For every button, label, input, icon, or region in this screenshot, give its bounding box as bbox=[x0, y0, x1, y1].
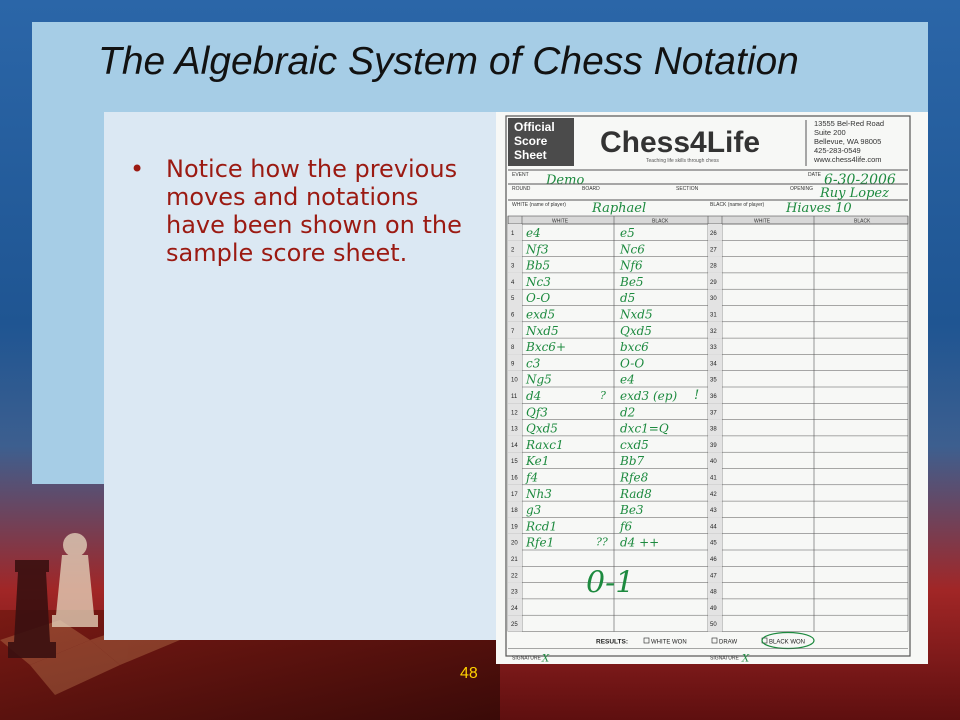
black-col-header-2: BLACK bbox=[854, 218, 871, 225]
event-label: EVENT bbox=[512, 172, 529, 178]
move-number: 18 bbox=[511, 508, 518, 515]
white-move: Raxc1 bbox=[526, 437, 564, 452]
black-move: Bb7 bbox=[620, 454, 645, 469]
white-move: Ke1 bbox=[526, 454, 550, 469]
white-move: Nh3 bbox=[526, 486, 552, 501]
signature-label: SIGNATURE bbox=[512, 655, 541, 662]
move-number: 16 bbox=[511, 475, 518, 482]
signature-label: SIGNATURE bbox=[710, 655, 739, 662]
round-label: ROUND bbox=[512, 186, 531, 192]
signature-mark: X bbox=[542, 653, 550, 664]
move-number: 28 bbox=[710, 263, 717, 270]
date-value: 6-30-2006 bbox=[824, 172, 896, 188]
white-move: Rcd1 bbox=[526, 519, 558, 534]
white-col-header: WHITE bbox=[552, 218, 569, 225]
white-move: Ng5 bbox=[526, 372, 552, 387]
move-number: 5 bbox=[511, 296, 515, 303]
black-move: e4 bbox=[620, 372, 635, 387]
black-move: Nxd5 bbox=[620, 307, 653, 322]
move-number: 36 bbox=[710, 394, 717, 400]
opening-value: Ruy Lopez bbox=[820, 186, 889, 201]
section-label: SECTION bbox=[676, 186, 699, 192]
move-number: 47 bbox=[710, 573, 717, 580]
black-move: O-O bbox=[620, 356, 645, 371]
bullet-text: Notice how the previous moves and notations have been shown on the sample score sheet. bbox=[166, 155, 462, 267]
move-number: 46 bbox=[710, 557, 717, 563]
move-number: 11 bbox=[511, 394, 518, 400]
black-move: e5 bbox=[620, 226, 635, 240]
move-number: 13 bbox=[511, 426, 518, 433]
move-number: 33 bbox=[710, 345, 717, 352]
move-number: 45 bbox=[710, 540, 717, 547]
move-number: 49 bbox=[710, 605, 717, 612]
chess4life-logo: Chess4Life bbox=[600, 126, 761, 159]
score-sheet-image bbox=[496, 112, 928, 664]
move-number: 8 bbox=[511, 345, 515, 352]
black-move: Nf6 bbox=[620, 258, 643, 273]
annotation-exclaim: ! bbox=[694, 388, 700, 403]
white-move: Rfe1 bbox=[526, 535, 555, 550]
opening-label: OPENING bbox=[790, 186, 814, 192]
move-number: 4 bbox=[511, 279, 515, 286]
result-checkbox bbox=[712, 638, 717, 643]
move-number: 7 bbox=[511, 328, 515, 335]
white-move: d4 bbox=[526, 389, 542, 403]
white-move: Nf3 bbox=[526, 242, 549, 257]
white-move: g3 bbox=[526, 503, 542, 518]
move-number: 24 bbox=[511, 605, 518, 612]
white-move: exd5 bbox=[526, 307, 556, 322]
black-move: Be3 bbox=[620, 503, 644, 518]
black-col-header: BLACK bbox=[652, 218, 669, 225]
move-number: 27 bbox=[710, 247, 717, 254]
address-line: 425-283-0549 bbox=[814, 146, 861, 155]
move-number: 41 bbox=[710, 475, 717, 482]
move-number: 50 bbox=[710, 622, 717, 629]
white-move: f4 bbox=[526, 470, 539, 485]
move-number: 32 bbox=[710, 328, 717, 335]
black-move: f6 bbox=[620, 519, 633, 534]
move-number: 43 bbox=[710, 508, 717, 515]
move-number: 42 bbox=[710, 491, 717, 498]
move-number: 17 bbox=[511, 491, 518, 498]
annotation-question: ? bbox=[600, 389, 606, 402]
move-number: 44 bbox=[710, 524, 717, 531]
white-move: Nxd5 bbox=[526, 323, 559, 338]
white-move: O-O bbox=[526, 291, 551, 306]
black-move: dxc1=Q bbox=[620, 421, 669, 436]
move-number: 26 bbox=[710, 231, 717, 237]
move-number: 1 bbox=[511, 231, 515, 237]
event-value: Demo bbox=[546, 173, 585, 188]
black-move: cxd5 bbox=[620, 437, 649, 452]
board-label: BOARD bbox=[582, 186, 600, 192]
date-label: DATE bbox=[808, 172, 821, 178]
white-player-label: WHITE (name of player) bbox=[512, 202, 566, 208]
move-number: 48 bbox=[710, 589, 717, 596]
annotation-double-question: ?? bbox=[596, 535, 608, 549]
black-move: Rad8 bbox=[620, 486, 652, 501]
move-number: 31 bbox=[710, 312, 717, 319]
address-line: www.chess4life.com bbox=[814, 155, 882, 164]
move-number: 12 bbox=[511, 410, 518, 417]
black-move: Nc6 bbox=[620, 242, 645, 257]
white-col-header-2: WHITE bbox=[754, 218, 771, 225]
black-move: bxc6 bbox=[620, 340, 649, 355]
result-option: BLACK WON bbox=[769, 639, 806, 646]
move-number: 9 bbox=[511, 361, 515, 368]
black-move: d5 bbox=[620, 291, 636, 306]
move-number: 3 bbox=[511, 263, 515, 270]
black-move: Rfe8 bbox=[620, 470, 649, 485]
results-label: RESULTS: bbox=[596, 638, 629, 646]
white-move: Bxc6+ bbox=[526, 340, 566, 355]
result-option: WHITE WON bbox=[651, 639, 687, 646]
move-number: 40 bbox=[710, 459, 717, 466]
move-number: 21 bbox=[511, 557, 518, 563]
black-move: Qxd5 bbox=[620, 323, 652, 338]
slide-title: The Algebraic System of Chess Notation bbox=[98, 40, 799, 83]
signature-mark: X bbox=[742, 653, 750, 664]
move-number: 29 bbox=[710, 279, 717, 286]
bullet-point bbox=[130, 155, 480, 267]
result-checkbox bbox=[644, 638, 649, 643]
move-number: 39 bbox=[710, 442, 717, 449]
move-number: 25 bbox=[511, 622, 518, 629]
address-line: 13555 Bel-Red Road bbox=[814, 119, 885, 128]
result-option: DRAW bbox=[719, 639, 738, 646]
move-number: 23 bbox=[511, 589, 518, 596]
black-player-value: Hiaves 10 bbox=[786, 201, 852, 216]
address-line: Suite 200 bbox=[814, 128, 846, 137]
white-player-value: Raphael bbox=[592, 201, 647, 216]
black-move: d2 bbox=[620, 405, 636, 420]
move-number: 22 bbox=[511, 573, 518, 580]
score-sheet-drawing bbox=[496, 112, 928, 664]
logo-tagline: Teaching life skills through chess bbox=[646, 158, 719, 164]
official-label-line: Official bbox=[514, 120, 555, 134]
move-number: 14 bbox=[511, 442, 518, 449]
bullet-icon: • bbox=[130, 155, 145, 183]
move-number: 38 bbox=[710, 426, 717, 433]
move-number: 20 bbox=[511, 540, 518, 547]
page-number: 48 bbox=[460, 665, 478, 682]
white-move: Qf3 bbox=[526, 405, 548, 420]
official-label-line: Sheet bbox=[514, 148, 547, 162]
white-move: Qxd5 bbox=[526, 421, 558, 436]
move-number: 2 bbox=[511, 247, 515, 254]
move-number: 15 bbox=[511, 459, 518, 466]
move-number: 34 bbox=[710, 361, 717, 368]
white-move: e4 bbox=[526, 226, 541, 240]
black-move: d4 ++ bbox=[620, 535, 660, 550]
black-move: exd3 (ep) bbox=[620, 389, 678, 403]
address-line: Bellevue, WA 98005 bbox=[814, 137, 882, 146]
move-number: 35 bbox=[710, 377, 717, 384]
white-move: Bb5 bbox=[526, 258, 551, 273]
white-move: Nc3 bbox=[526, 274, 551, 289]
move-number: 10 bbox=[511, 377, 518, 384]
move-number: 6 bbox=[511, 312, 515, 319]
official-label-line: Score bbox=[514, 134, 548, 148]
black-move: Be5 bbox=[620, 274, 644, 289]
move-number: 37 bbox=[710, 410, 717, 417]
black-player-label: BLACK (name of player) bbox=[710, 202, 765, 208]
move-number: 30 bbox=[710, 296, 717, 303]
result-handwritten: 0-1 bbox=[586, 565, 635, 601]
move-number: 19 bbox=[511, 524, 518, 531]
white-move: c3 bbox=[526, 356, 541, 371]
